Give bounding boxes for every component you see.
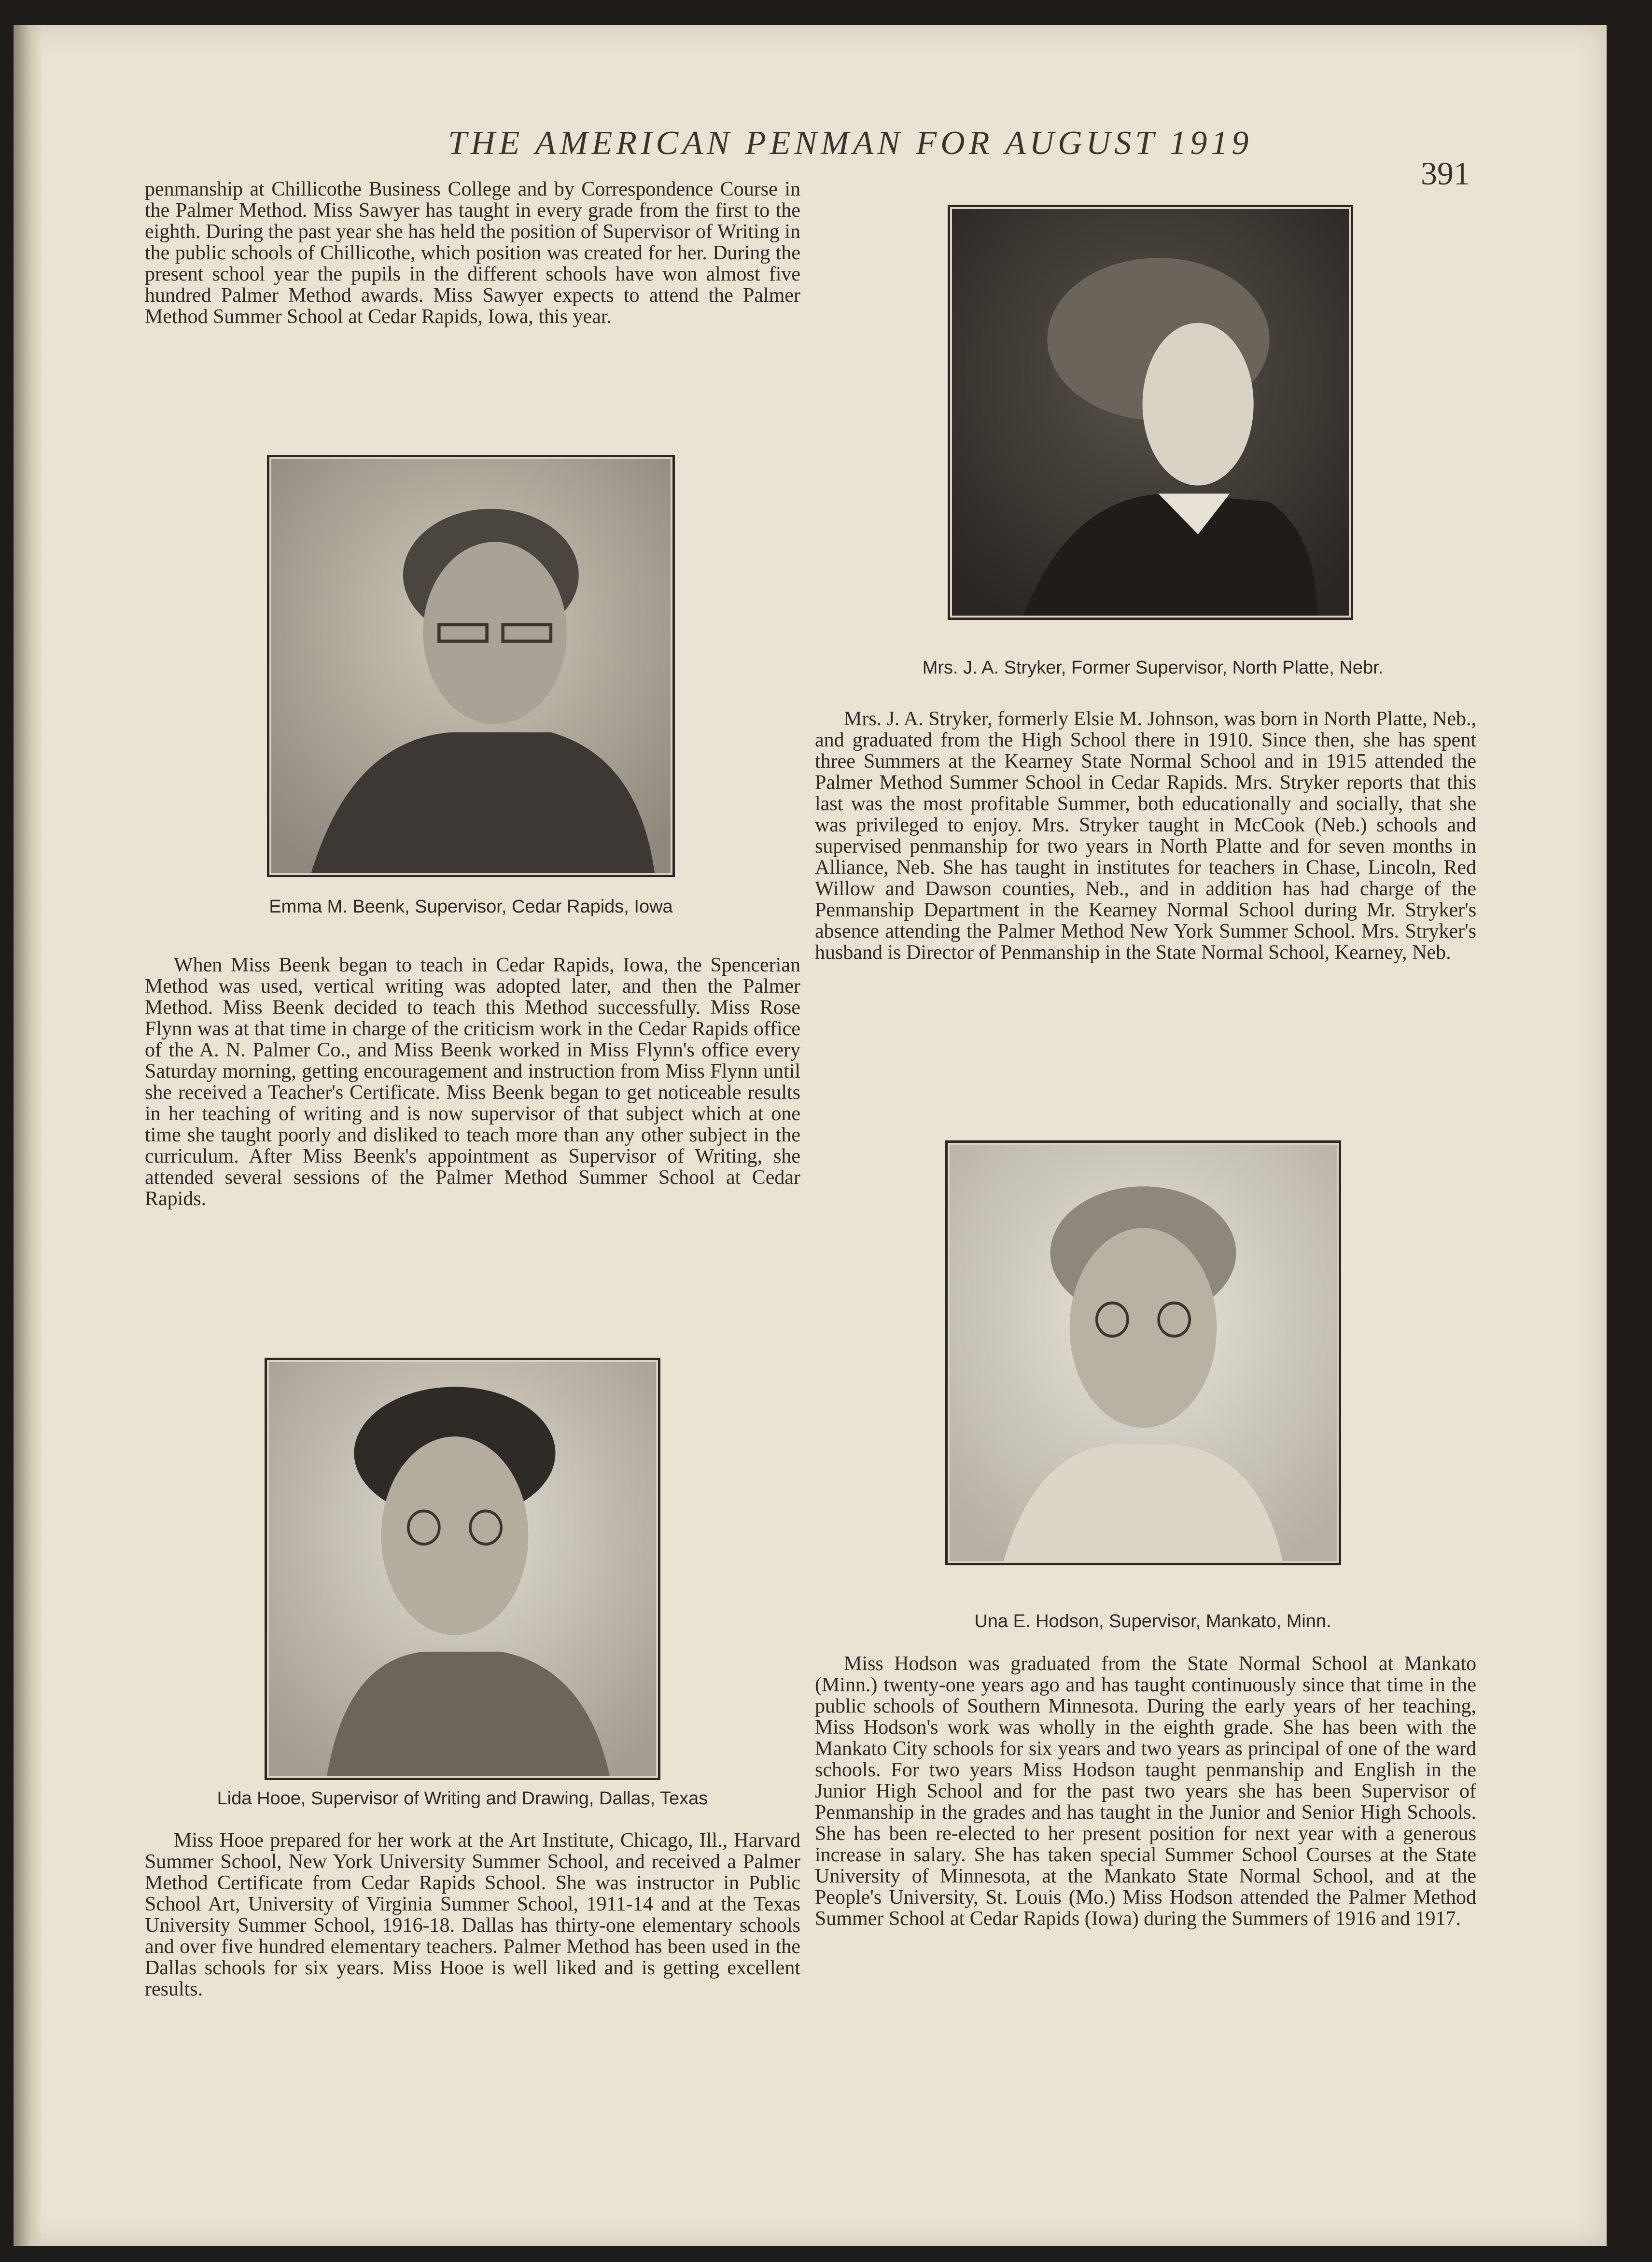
portrait-image xyxy=(269,1362,656,1776)
magazine-page xyxy=(14,25,1607,2246)
portrait-image xyxy=(952,209,1349,616)
hooe-portrait-photo xyxy=(265,1358,660,1780)
beenk-caption: Emma M. Beenk, Supervisor, Cedar Rapids, Iowa xyxy=(269,897,673,917)
beenk-paragraph: When Miss Beenk began to teach in Cedar Rapids, Iowa, the Spencerian Method was used, vertical writing was adopted later, and then the Palmer Method. Miss Beenk decided to teach this Method successfully. Miss Rose Flynn was at that time in charge of the criticism work in the Cedar Rapids office of the A. N. Palmer Co., and Miss Beenk worked in Miss Flynn's office every Saturday morning, getting encouragement and instruction from Miss Flynn until she received a Teacher's Certificate. Miss Beenk began to get noticeable results in her teaching of writing and is now supervisor of that subject which at one time she taught poorly and disliked to teach more than any other subject in the curriculum. After Miss Beenk's appointment as Supervisor of Writing, she attended several sessions of the Palmer Method Summer School at Cedar Rapids. xyxy=(145,954,800,1210)
beenk-portrait-photo xyxy=(267,455,675,877)
page-number: 391 xyxy=(1421,155,1470,192)
portrait-image xyxy=(950,1145,1337,1561)
hooe-caption: Lida Hooe, Supervisor of Writing and Drawing, Dallas, Texas xyxy=(217,1788,708,1809)
hodson-paragraph: Miss Hodson was graduated from the State Normal School at Mankato (Minn.) twenty-one years ago and has taught continuously since that time in the public schools of Southern Minnesota. During the early years of her teaching, Miss Hodson's work was wholly in the eighth grade. She has been with the Mankato City schools for six years and two years as principal of one of the ward schools. For two years Miss Hodson taught penmanship and English in the Junior High School and for the past two years she has been Supervisor of Penmanship in the grades and has taught in the Junior and Senior High Schools. She has been re-elected to her present position for next year with a generous increase in salary. She has taken special Summer School Courses at the State University of Minnesota, at the Mankato State Normal School, and at the People's University, St. Louis (Mo.) Miss Hodson attended the Palmer Method Summer School at Cedar Rapids (Iowa) during the Summers of 1916 and 1917. xyxy=(815,1653,1476,1930)
hodson-caption: Una E. Hodson, Supervisor, Mankato, Minn. xyxy=(974,1611,1331,1631)
hodson-article xyxy=(815,1653,1476,2078)
running-title: THE AMERICAN PENMAN FOR AUGUST 1919 xyxy=(448,125,1253,162)
hodson-portrait-photo xyxy=(945,1140,1341,1565)
portrait-image xyxy=(271,459,671,873)
hooe-article xyxy=(145,1830,800,2100)
hooe-paragraph: Miss Hooe prepared for her work at the Art Institute, Chicago, Ill., Harvard Summer School, New York University Summer School, and received a Palmer Method Certificate from Cedar Rapids School. She was instructor in Public School Art, University of Virginia Summer School, 1911-14 and at the Texas University Summer School, 1916-18. Dallas has thirty-one elementary schools and over five hundred elementary teachers. Palmer Method has been used in the Dallas schools for six years. Miss Hooe is well liked and is getting excellent results. xyxy=(145,1829,800,2000)
stryker-caption: Mrs. J. A. Stryker, Former Supervisor, North Platte, Nebr. xyxy=(922,658,1384,678)
stryker-portrait-photo xyxy=(948,205,1353,620)
beenk-article xyxy=(145,955,800,1293)
stryker-paragraph: Mrs. J. A. Stryker, formerly Elsie M. Johnson, was born in North Platte, Neb., and graduated from the High School there in 1910. Since then, she has spent three Summers at the Kearney State Normal School and in 1915 attended the Palmer Method Summer School in Cedar Rapids. Mrs. Stryker reports that this last was the most profitable Summer, both educationally and socially, that she was privileged to enjoy. Mrs. Stryker taught in McCook (Neb.) schools and supervised penmanship for two years in North Platte and for seven months in Alliance, Neb. She has taught in institutes for teachers in Chase, Lincoln, Red Willow and Dawson counties, Neb., and in addition has had charge of the Penmanship Department in the Kearney Normal School during Mr. Stryker's absence attending the Palmer Method New York Summer School. Mrs. Stryker's husband is Director of Penmanship in the State Normal School, Kearney, Neb. xyxy=(815,708,1476,964)
sawyer-article-continued xyxy=(145,179,800,439)
stryker-article xyxy=(815,708,1476,1075)
page-binding-edge xyxy=(14,25,42,2246)
sawyer-paragraph: penmanship at Chillicothe Business College and by Correspondence Course in the Palmer Method. Miss Sawyer has taught in every grade from the first to the eighth. During the past year she has held the position of Supervisor of Writing in the public schools of Chillicothe, which position was created for her. During the present school year the pupils in the different schools have won almost five hundred Palmer Method awards. Miss Sawyer expects to attend the Palmer Method Summer School at Cedar Rapids, Iowa, this year. xyxy=(145,178,800,328)
